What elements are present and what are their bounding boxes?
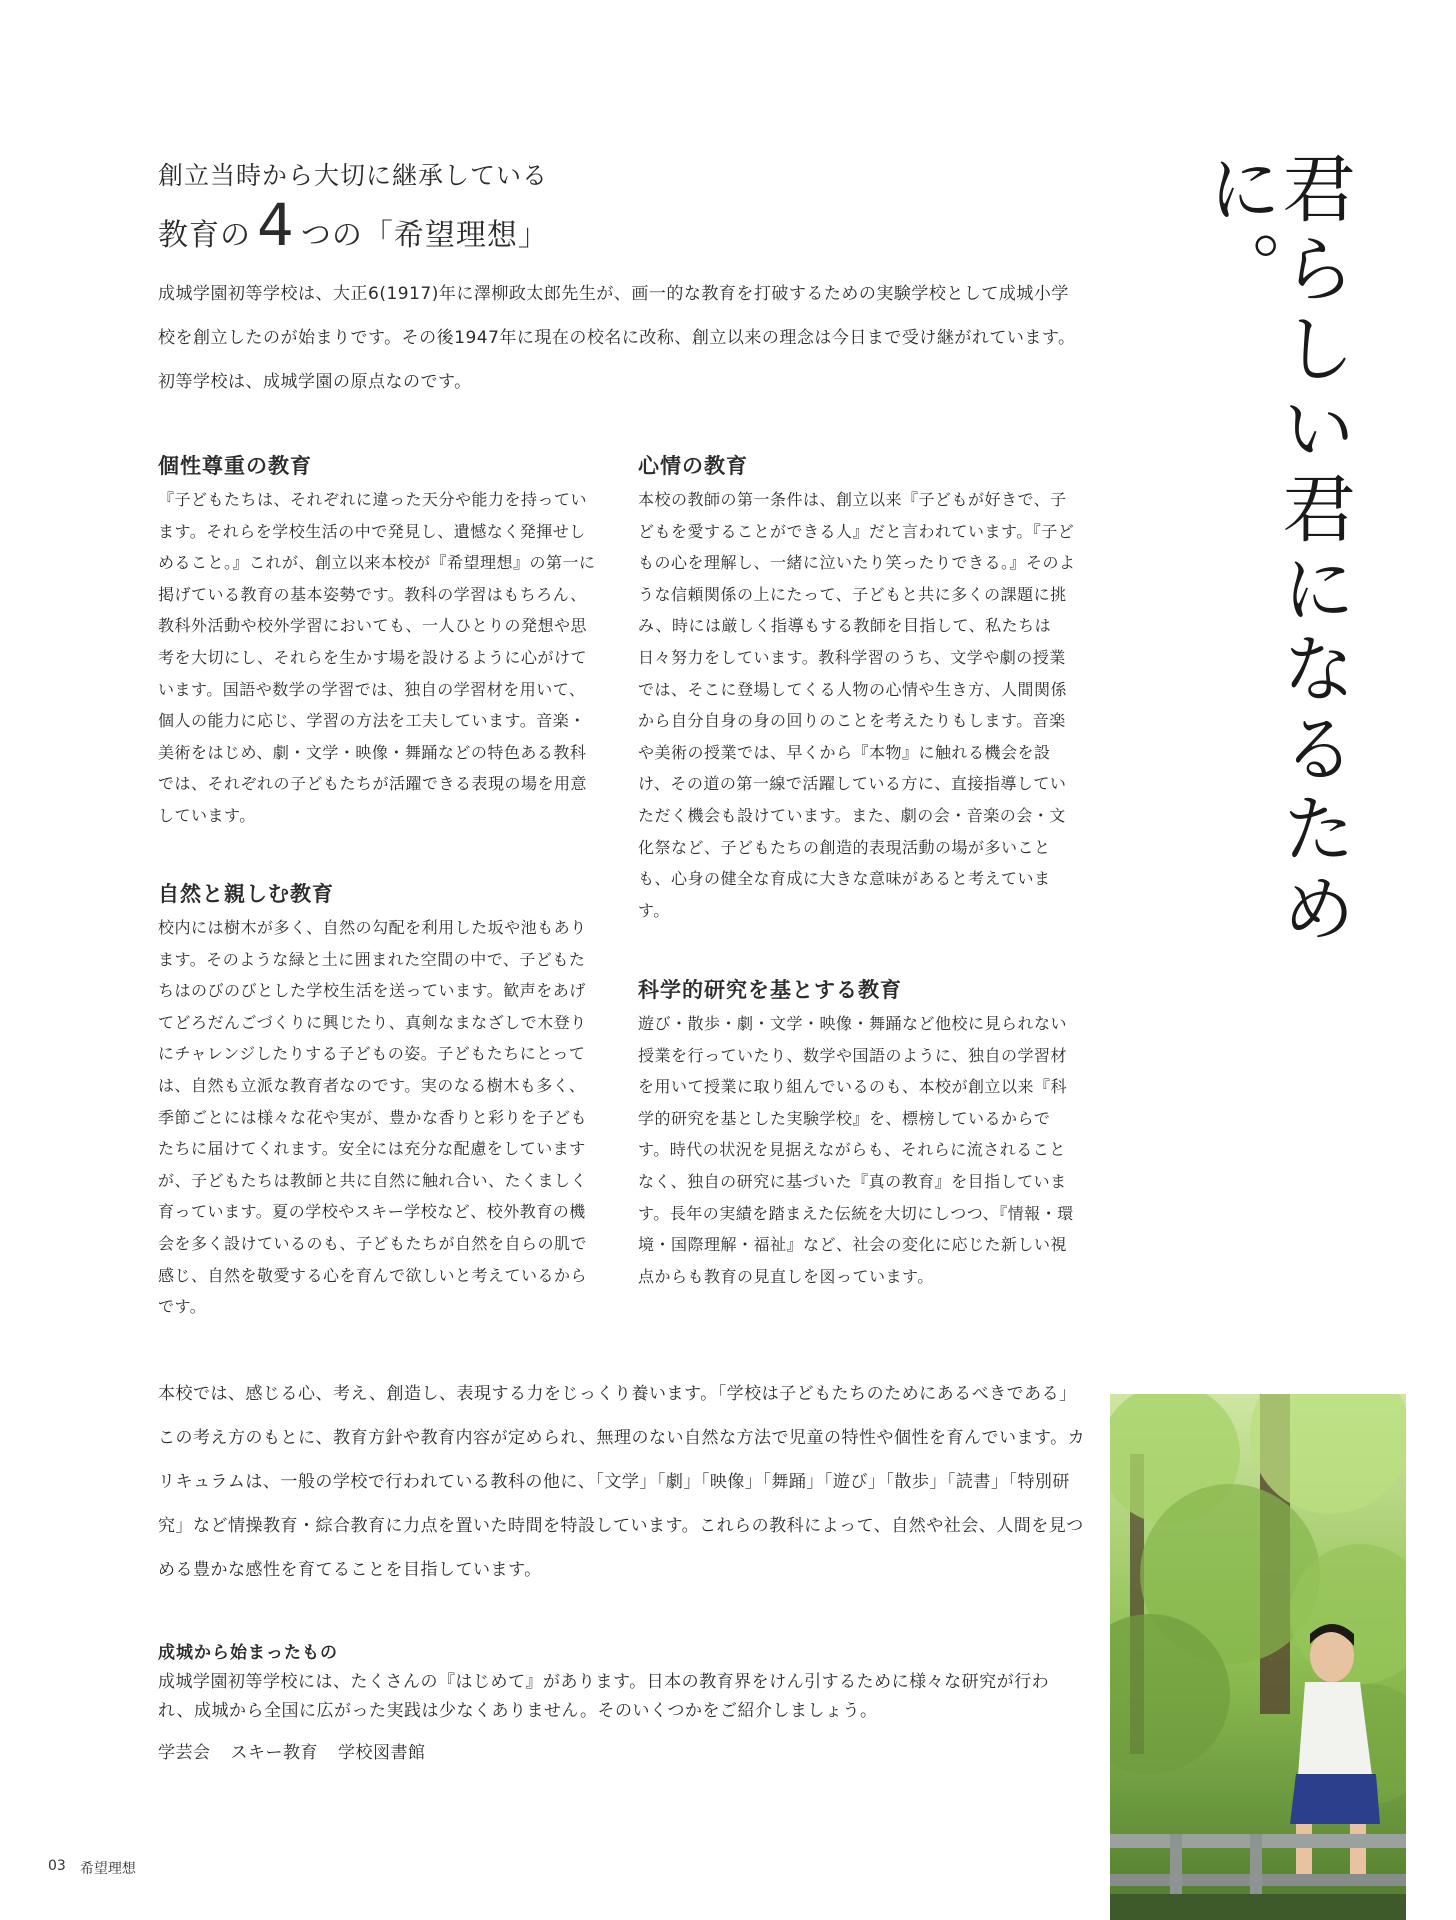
page-footer <box>48 1858 136 1878</box>
section-heading: 自然と親しむ教育 <box>158 882 334 906</box>
footer-section-name: 希望理想 <box>79 1861 136 1877</box>
origins-tags <box>158 1738 426 1763</box>
origin-tag: 学校図書館 <box>338 1743 426 1763</box>
vertical-handwritten-slogan: 君らしい君になるために。 <box>1196 150 1356 950</box>
section-nature <box>158 878 598 1323</box>
section-individuality <box>158 450 598 832</box>
section-heading: 心情の教育 <box>638 454 748 478</box>
section-heading: 個性尊重の教育 <box>158 454 312 478</box>
origin-tag: スキー教育 <box>230 1743 318 1763</box>
title-suffix: つの「希望理想」 <box>300 218 549 253</box>
section-heading: 科学的研究を基とする教育 <box>638 978 902 1002</box>
page-number: 03 <box>48 1858 66 1874</box>
section-body: 本校の教師の第一条件は、創立以来『子どもが好きで、子どもを愛することができる人』だと言われています。『子どもの心を理解し、一緒に泣いたり笑ったりできる。』そのような信頼関係の上にたって、子どもと共に多くの課題に挑み、時には厳しく指導もする教師を目指して、私たちは日々努力をしています。教科学習のうち、文学や劇の授業では、そこに登場してくる人物の心情や生き方、人間関係から自分自身の身の回りのことを考えたりもします。音楽や美術の授業では、早くから『本物』に触れる機会を設け、その道の第一線で活躍している方に、直接指導していただく機会も設けています。また、劇の会・音楽の会・文化祭など、子どもたちの創造的表現活動の場が多いことも、心身の健全な育成に大きな意味があると考えています。 <box>638 490 1076 920</box>
section-body: 『子どもたちは、それぞれに違った天分や能力を持っています。それらを学校生活の中で発見し、遺憾なく発揮せしめること。』これが、創立以来本校が『希望理想』の第一に掲げている教育の基本姿勢です。教科の学習はもちろん、教科外活動や校外学習においても、一人ひとりの発想や思考を大切にし、それらを生かす場を設けるように心がけています。国語や数学の学習では、独自の学習材を用いて、個人の能力に応じ、学習の方法を工夫しています。音楽・美術をはじめ、劇・文学・映像・舞踊などの特色ある教科では、それぞれの子どもたちが活躍できる表現の場を用意しています。 <box>158 490 596 825</box>
child-in-trees-photo <box>1110 1394 1406 1920</box>
section-body: 遊び・散歩・劇・文学・映像・舞踊など他校に見られない授業を行っていたり、数学や国語のように、独自の学習材を用いて授業に取り組んでいるのも、本校が創立以来『科学的研究を基とした実験学校』を、標榜しているからです。時代の状況を見据えながらも、それらに流されることなく、独自の研究に基づいた『真の教育』を目指しています。長年の実績を踏まえた伝統を大切にしつつ、『情報・環境・国際理解・福祉』など、社会の変化に応じた新しい視点からも教育の見直しを図っています。 <box>638 1014 1074 1286</box>
origins-body: 成城学園初等学校には、たくさんの『はじめて』があります。日本の教育界をけん引するために様々な研究が行われ、成城から全国に広がった実践は少なくありません。そのいくつかをご紹介しましょう。 <box>158 1672 1050 1721</box>
photo-illustration <box>1110 1394 1406 1920</box>
section-body: 校内には樹木が多く、自然の勾配を利用した坂や池もあります。そのような緑と土に囲まれた空間の中で、子どもたちはのびのびとした学校生活を送っています。歓声をあげてどろだんごづくりに興じたり、真剣なまなざしで木登りにチャレンジしたりする子どもの姿。子どもたちにとっては、自然も立派な教育者なのです。実のなる樹木も多く、季節ごとには様々な花や実が、豊かな香りと彩りを子どもたちに届けてくれます。安全には充分な配慮をしていますが、子どもたちは教師と共に自然に触れ合い、たくましく育っています。夏の学校やスキー学校など、校外教育の機会を多く設けているのも、子どもたちが自然を自らの肌で感じ、自然を敬愛する心を育んで欲しいと考えているからです。 <box>158 918 588 1317</box>
title-number: 4 <box>257 191 295 259</box>
section-emotion <box>638 450 1076 926</box>
intro-paragraph: 成城学園初等学校は、大正6(1917)年に澤柳政太郎先生が、画一的な教育を打破するための実験学校として成城小学校を創立したのが始まりです。その後1947年に現在の校名に改称、創立以来の理念は今日まで受け継がれています。初等学校は、成城学園の原点なのです。 <box>158 284 1076 392</box>
section-science <box>638 974 1076 1292</box>
page-title <box>158 191 549 259</box>
origin-tag: 学芸会 <box>158 1743 211 1763</box>
origins-heading: 成城から始まったもの <box>158 1643 338 1663</box>
summary-paragraph: 本校では、感じる心、考え、創造し、表現する力をじっくり養います。「学校は子どもたちのためにあるべきである」この考え方のもとに、教育方針や教育内容が定められ、無理のない自然な方法で児童の特性や個性を育んでいます。カリキュラムは、一般の学校で行われている教科の他に、「文学」「劇」「映像」「舞踊」「遊び」「散歩」「読書」「特別研究」など情操教育・綜合教育に力点を置いた時間を特設しています。これらの教科によって、自然や社会、人間を見つめる豊かな感性を育てることを目指しています。 <box>158 1384 1086 1580</box>
page-subtitle: 創立当時から大切に継承している <box>158 161 549 190</box>
title-prefix: 教育の <box>158 218 251 253</box>
